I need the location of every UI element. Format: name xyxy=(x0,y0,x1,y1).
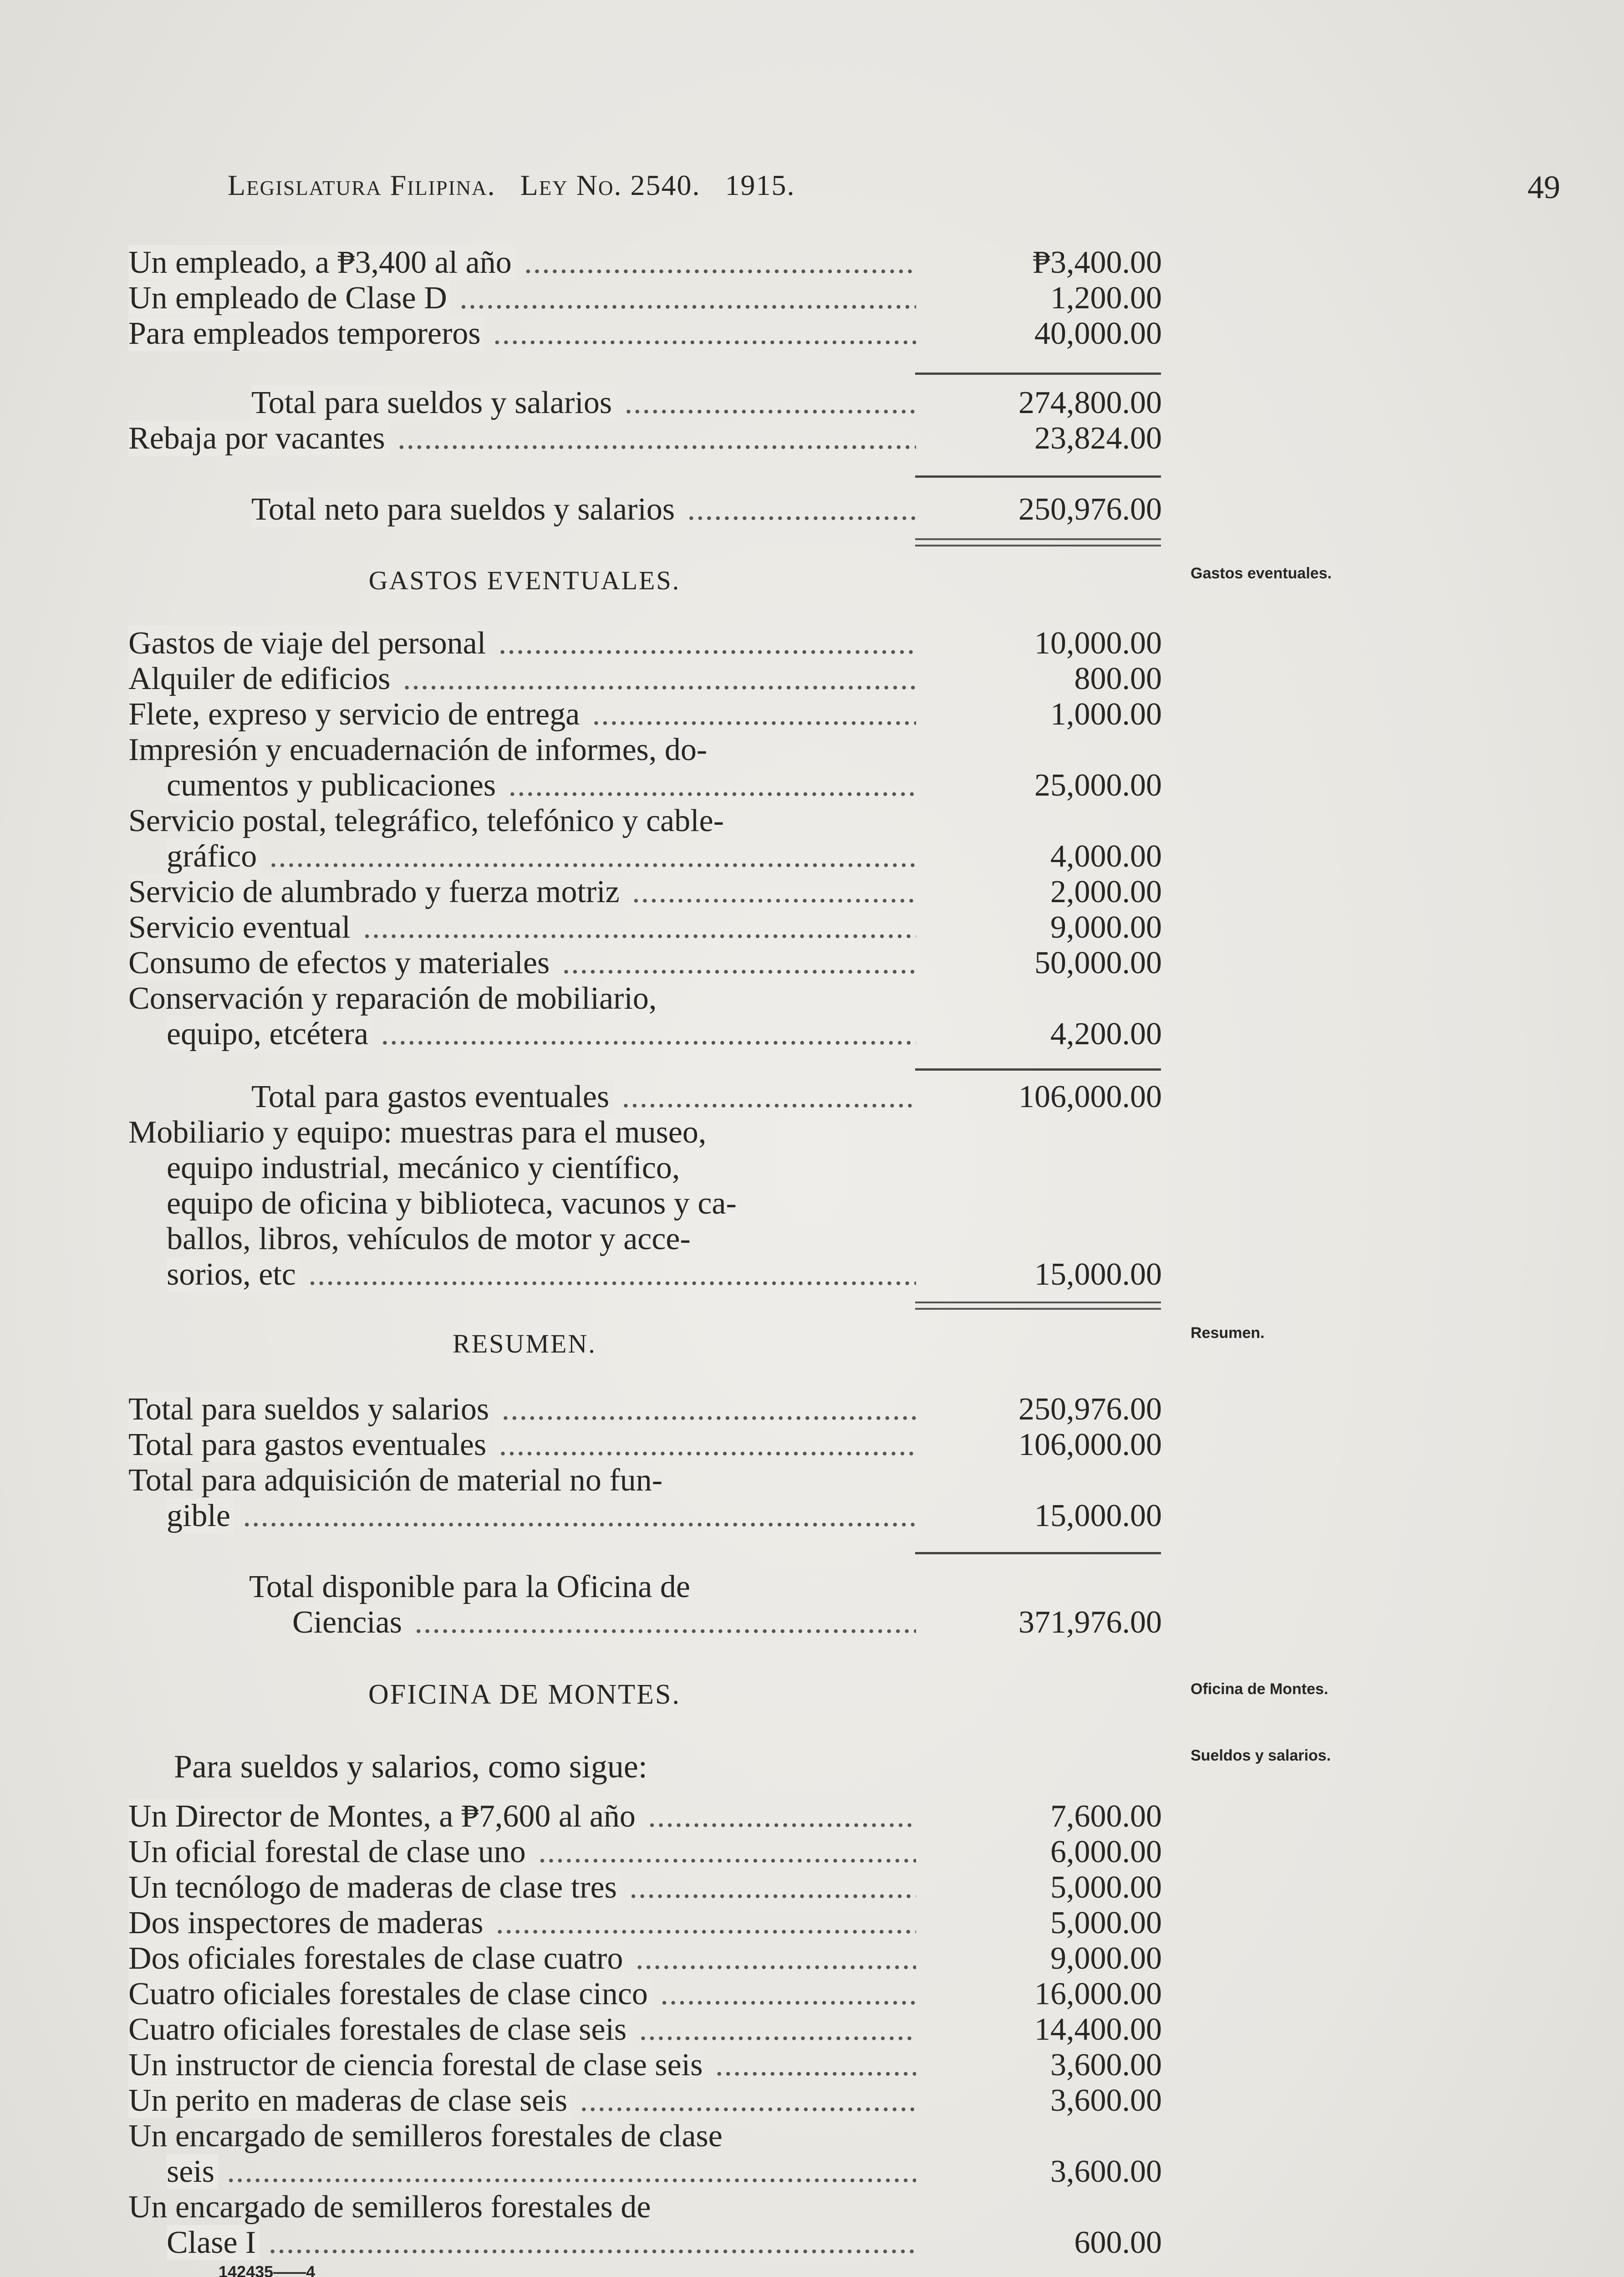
margin-note: Gastos eventuales. xyxy=(1191,565,1332,582)
section-heading: OFICINA DE MONTES. xyxy=(368,1679,681,1710)
salaries-block xyxy=(128,245,1162,352)
list-item: Para empleados temporeros ..... 40,000.00 xyxy=(128,316,1162,352)
law-number: Ley No. 2540. xyxy=(520,169,701,201)
list-item: Conservación y reparación de mobiliario, xyxy=(128,981,657,1016)
page-number: 49 xyxy=(1527,169,1560,205)
list-item: Cuatro oficiales forestales de clase seis ..... 14,400.00 xyxy=(128,2012,1162,2047)
list-item: Cuatro oficiales forestales de clase cinco ..... 16,000.00 xyxy=(128,1976,1162,2012)
year: 1915. xyxy=(725,169,795,201)
list-item: Alquiler de edificios ..... 800.00 xyxy=(128,661,1162,697)
double-rule xyxy=(915,1302,1161,1310)
margin-note: Resumen. xyxy=(1191,1324,1265,1342)
resumen-heading-wrap xyxy=(128,1326,1162,1362)
list-item: Un oficial forestal de clase uno ..... 6,000.00 xyxy=(128,1834,1162,1870)
list-item: Impresión y encuadernación de informes, do- xyxy=(128,732,708,767)
montes-list xyxy=(128,1799,1162,2261)
list-item: Un tecnólogo de maderas de clase tres ..... 5,000.00 xyxy=(128,1870,1162,1905)
sum-rule xyxy=(915,1552,1161,1554)
intro-line: Para sueldos y salarios, como sigue: xyxy=(174,1748,647,1785)
section-heading: GASTOS EVENTUALES. xyxy=(368,566,681,595)
total-row-cont: Ciencias ..... 371,976.00 xyxy=(128,1605,1162,1640)
list-item: Total para gastos eventuales ..... 106,000.00 xyxy=(128,1427,1162,1463)
net-total xyxy=(128,492,1162,527)
list-item: Dos oficiales forestales de clase cuatro ..... 9,000.00 xyxy=(128,1941,1162,1976)
running-header xyxy=(228,168,795,202)
list-item: Un empleado, a ₱3,400 al año ..... ₱3,400.00 xyxy=(128,245,1162,281)
list-item: Consumo de efectos y materiales ..... 50,000.00 xyxy=(128,945,1162,981)
list-item: Un empleado de Clase D ..... 1,200.00 xyxy=(128,281,1162,316)
list-item-cont: equipo industrial, mecánico y científico, xyxy=(167,1150,680,1185)
list-item: Servicio de alumbrado y fuerza motriz ..... 2,000.00 xyxy=(128,874,1162,910)
list-item-cont: Clase I ..... 600.00 xyxy=(128,2225,1162,2261)
list-item-cont: equipo, etcétera ..... 4,200.00 xyxy=(128,1016,1162,1052)
gastos-heading-wrap xyxy=(128,563,1162,598)
list-item: Servicio postal, telegráfico, telefónico y cable- xyxy=(128,803,724,838)
list-item: Total para sueldos y salarios ..... 250,976.00 xyxy=(128,1392,1162,1427)
list-item: Total para adquisición de material no fun- xyxy=(128,1463,663,1498)
list-item-cont: ballos, libros, vehículos de motor y acce- xyxy=(167,1221,691,1256)
total-row: Total para gastos eventuales ..... 106,000.00 xyxy=(128,1079,1162,1115)
resumen-list xyxy=(128,1392,1162,1534)
salaries-totals xyxy=(128,385,1162,456)
total-row: Total neto para sueldos y salarios ..... 250,976.00 xyxy=(128,492,1162,527)
resumen-total xyxy=(128,1569,1162,1640)
list-item: Un perito en maderas de clase seis ..... 3,600.00 xyxy=(128,2083,1162,2119)
list-item: Mobiliario y equipo: muestras para el museo, xyxy=(128,1115,707,1150)
list-item-cont: gible ..... 15,000.00 xyxy=(128,1498,1162,1534)
sum-rule xyxy=(915,475,1161,478)
list-item-cont: equipo de oficina y biblioteca, vacunos y ca- xyxy=(167,1186,737,1221)
list-item: Flete, expreso y servicio de entrega ..... 1,000.00 xyxy=(128,697,1162,732)
double-rule xyxy=(915,538,1161,546)
sum-rule xyxy=(915,373,1161,375)
list-item-cont: cumentos y publicaciones ..... 25,000.00 xyxy=(128,768,1162,803)
gastos-list xyxy=(128,626,1162,1052)
list-item: Un encargado de semilleros forestales de xyxy=(128,2190,651,2225)
montes-heading-wrap xyxy=(128,1677,1162,1712)
list-item: Gastos de viaje del personal ..... 10,000.00 xyxy=(128,626,1162,661)
section-heading: RESUMEN. xyxy=(453,1329,596,1358)
total-row: Total disponible para la Oficina de xyxy=(249,1569,690,1604)
list-item: Dos inspectores de maderas ..... 5,000.00 xyxy=(128,1905,1162,1941)
list-item: Servicio eventual ..... 9,000.00 xyxy=(128,910,1162,945)
montes-intro-wrap xyxy=(128,1749,1162,1784)
list-item: Un instructor de ciencia forestal de clase seis ..... 3,600.00 xyxy=(128,2047,1162,2083)
list-item-cont: seis ..... 3,600.00 xyxy=(128,2154,1162,2190)
printer-code: 142435——4 xyxy=(219,2262,316,2277)
list-item-cont: gráfico ..... 4,000.00 xyxy=(128,839,1162,874)
margin-note: Sueldos y salarios. xyxy=(1191,1747,1331,1764)
list-item: Rebaja por vacantes ..... 23,824.00 xyxy=(128,421,1162,456)
margin-note: Oficina de Montes. xyxy=(1191,1680,1329,1698)
list-item: Un encargado de semilleros forestales de clase xyxy=(128,2119,723,2154)
running-title: Legislatura Filipina. xyxy=(228,169,496,201)
list-item-cont: sorios, etc ..... 15,000.00 xyxy=(128,1257,1162,1292)
list-item: Un Director de Montes, a ₱7,600 al año ..... 7,600.00 xyxy=(128,1799,1162,1834)
total-row: Total para sueldos y salarios ..... 274,800.00 xyxy=(128,385,1162,421)
gastos-total xyxy=(128,1079,1162,1292)
sum-rule xyxy=(915,1068,1161,1071)
